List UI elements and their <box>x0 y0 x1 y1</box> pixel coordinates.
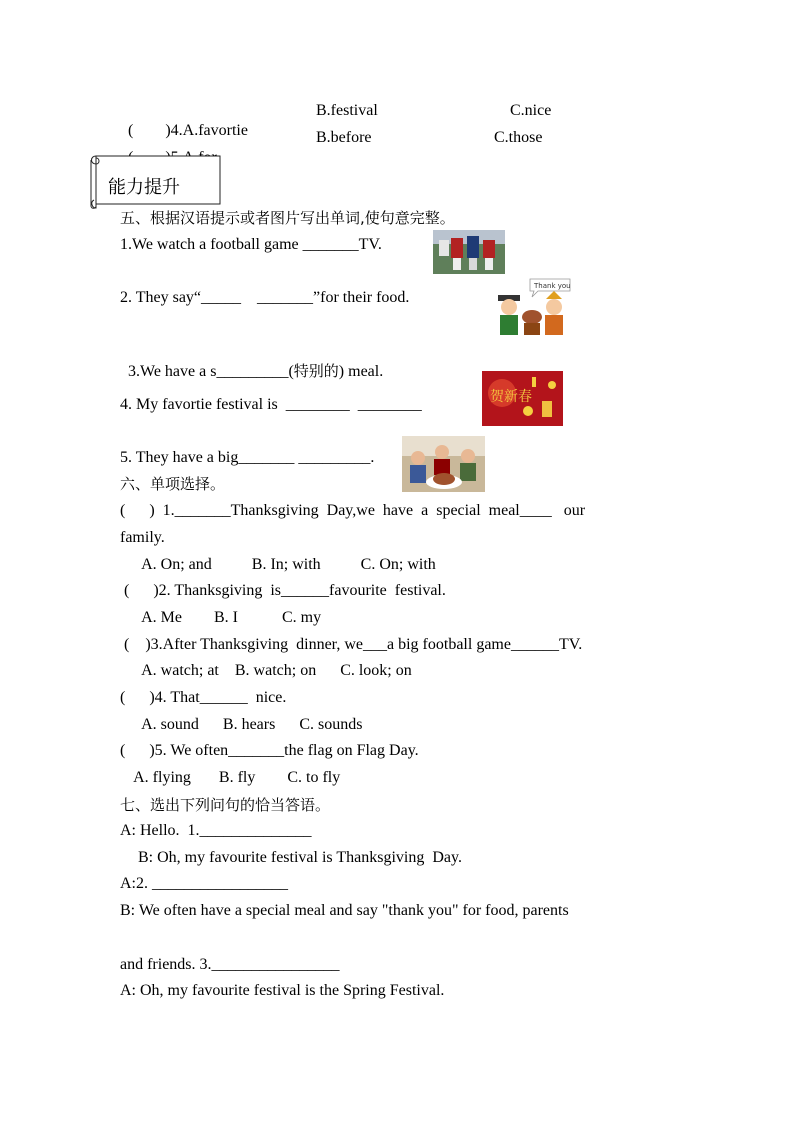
section5-heading: 五、根据汉语提示或者图片写出单词,使句意完整。 <box>120 209 455 227</box>
s7-line-4: B: We often have a special meal and say "thank you" for food, parents <box>120 902 569 919</box>
s6-question-3: ( )3.After Thanksgiving dinner, we___a big football game______TV. <box>124 636 583 653</box>
spring-art-glyphs: 贺新春 <box>490 389 532 405</box>
spring-festival-image <box>482 371 563 426</box>
choice-4-stem: ( )4.A.favortie <box>128 122 248 139</box>
s7-line-5: and friends. 3.________________ <box>120 956 340 973</box>
s6-question-1-line1: ( ) 1._______Thanksgiving Day,we have a special meal____ our <box>120 502 586 519</box>
s5-q3-part-c: ) meal. <box>338 363 384 380</box>
banner-label: 能力提升 <box>108 177 180 198</box>
choice-5-option-c: C.those <box>494 129 543 146</box>
s6-question-2-options: A. Me B. I C. my <box>126 609 322 626</box>
thank-you-cartoon-image <box>494 277 572 337</box>
s6-question-5: ( )5. We often_______the flag on Flag Day. <box>120 742 419 759</box>
choice-4-option-c: C.nice <box>510 102 552 119</box>
football-game-image <box>433 230 505 274</box>
s5-question-1: 1.We watch a football game _______TV. <box>120 236 382 253</box>
s5-q3-hint: 特别的 <box>293 362 339 380</box>
s6-question-1-line2: family. <box>120 529 165 546</box>
family-dinner-image <box>402 436 485 492</box>
thank-you-bubble-text: Thank you <box>534 282 571 290</box>
s5-question-4: 4. My favortie festival is ________ ________ <box>120 396 422 413</box>
s6-question-3-options: A. watch; at B. watch; on C. look; on <box>126 662 412 679</box>
section7-heading: 七、选出下列问句的恰当答语。 <box>120 796 331 814</box>
s6-question-4: ( )4. That______ nice. <box>120 689 287 706</box>
s7-line-2: B: Oh, my favourite festival is Thanksgiving Day. <box>126 849 462 866</box>
ability-banner <box>88 152 222 210</box>
s5-q3-part-a: 3.We have a s_________( <box>128 363 294 380</box>
section6-heading: 六、单项选择。 <box>120 475 226 493</box>
choice-4-option-b: B.festival <box>316 102 378 119</box>
choice-5-option-b: B.before <box>316 129 372 146</box>
s5-question-5: 5. They have a big_______ _________. <box>120 449 375 466</box>
s6-question-5-options: A. flying B. fly C. to fly <box>126 769 341 786</box>
s6-question-1-options: A. On; and B. In; with C. On; with <box>126 556 436 573</box>
s6-question-2: ( )2. Thanksgiving is______favourite festival. <box>124 582 446 599</box>
s7-line-6: A: Oh, my favourite festival is the Spring Festival. <box>120 982 445 999</box>
s5-question-2: 2. They say“_____ _______”for their food. <box>120 289 410 306</box>
s6-question-4-options: A. sound B. hears C. sounds <box>126 716 363 733</box>
s7-line-3: A:2. _________________ <box>120 875 288 892</box>
s7-line-1: A: Hello. 1.______________ <box>120 822 312 839</box>
s5-question-3 <box>120 341 383 382</box>
